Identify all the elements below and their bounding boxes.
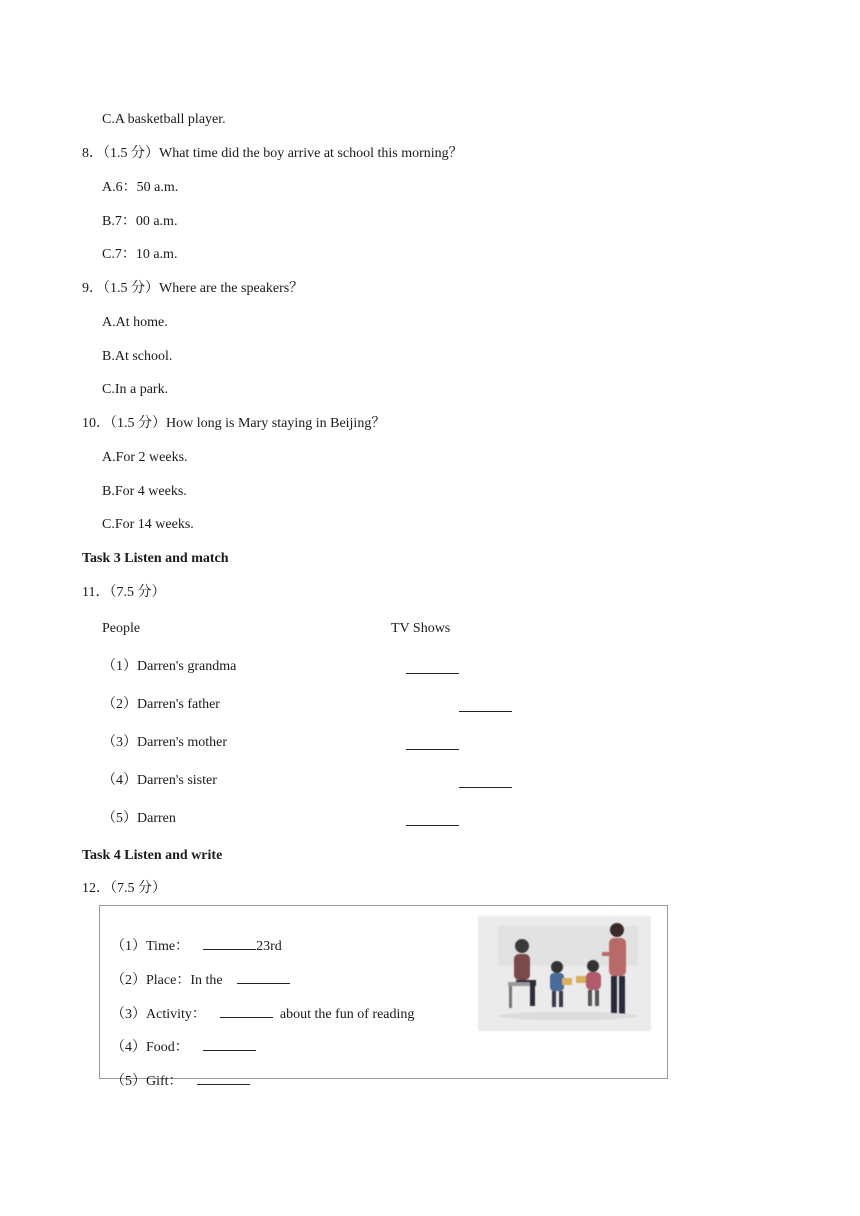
q10-option-c: C.For 14 weeks. bbox=[102, 517, 194, 532]
q8-option-a: A.6：50 a.m. bbox=[102, 180, 179, 195]
match-blank-2[interactable] bbox=[459, 711, 512, 712]
place-label: （2）Place：In the bbox=[111, 973, 223, 988]
gift-blank[interactable] bbox=[197, 1070, 250, 1085]
gift-label: （5）Gift： bbox=[111, 1074, 183, 1089]
match-blank-4[interactable] bbox=[459, 787, 512, 788]
time-label: （1）Time： bbox=[111, 939, 190, 954]
activity-blank[interactable] bbox=[220, 1003, 273, 1018]
q8-option-b: B.7：00 a.m. bbox=[102, 214, 178, 229]
q9-option-a: A.At home. bbox=[102, 315, 168, 330]
q12-stem: 12．（7.5 分） bbox=[82, 881, 166, 896]
q10-option-a: A.For 2 weeks. bbox=[102, 450, 188, 465]
q7-option-c: C.A basketball player. bbox=[102, 112, 226, 127]
q8-option-c: C.7：10 a.m. bbox=[102, 247, 178, 262]
q11-stem: 11．（7.5 分） bbox=[82, 585, 166, 600]
column-people: People bbox=[102, 621, 141, 636]
person-5: （5）Darren bbox=[102, 811, 176, 826]
time-suffix: 23rd bbox=[256, 939, 282, 954]
column-tv-shows: TV Shows bbox=[391, 621, 451, 636]
activity-label: （3）Activity： bbox=[111, 1007, 206, 1022]
match-blank-5[interactable] bbox=[406, 825, 459, 826]
q9-option-b: B.At school. bbox=[102, 349, 173, 364]
q10-option-b: B.For 4 weeks. bbox=[102, 484, 187, 499]
person-4: （4）Darren's sister bbox=[102, 773, 217, 788]
food-label: （4）Food： bbox=[111, 1040, 189, 1055]
time-blank[interactable] bbox=[203, 935, 256, 950]
food-blank[interactable] bbox=[203, 1036, 256, 1051]
task3-title: Task 3 Listen and match bbox=[82, 551, 229, 566]
q10-stem: 10．（1.5 分）How long is Mary staying in Beijing？ bbox=[82, 416, 386, 431]
q8-stem: 8．（1.5 分）What time did the boy arrive at school this morning？ bbox=[82, 146, 463, 161]
gift-row bbox=[104, 1052, 250, 1091]
task4-title: Task 4 Listen and write bbox=[82, 848, 223, 863]
family-reading-illustration bbox=[478, 916, 651, 1031]
q9-option-c: C.In a park. bbox=[102, 382, 169, 397]
place-blank[interactable] bbox=[237, 969, 290, 984]
person-2: （2）Darren's father bbox=[102, 697, 220, 712]
person-1: （1）Darren's grandma bbox=[102, 659, 237, 674]
person-3: （3）Darren's mother bbox=[102, 735, 227, 750]
q9-stem: 9．（1.5 分）Where are the speakers？ bbox=[82, 281, 304, 296]
match-blank-1[interactable] bbox=[406, 673, 459, 674]
activity-suffix: about the fun of reading bbox=[279, 1007, 415, 1022]
match-blank-3[interactable] bbox=[406, 749, 459, 750]
